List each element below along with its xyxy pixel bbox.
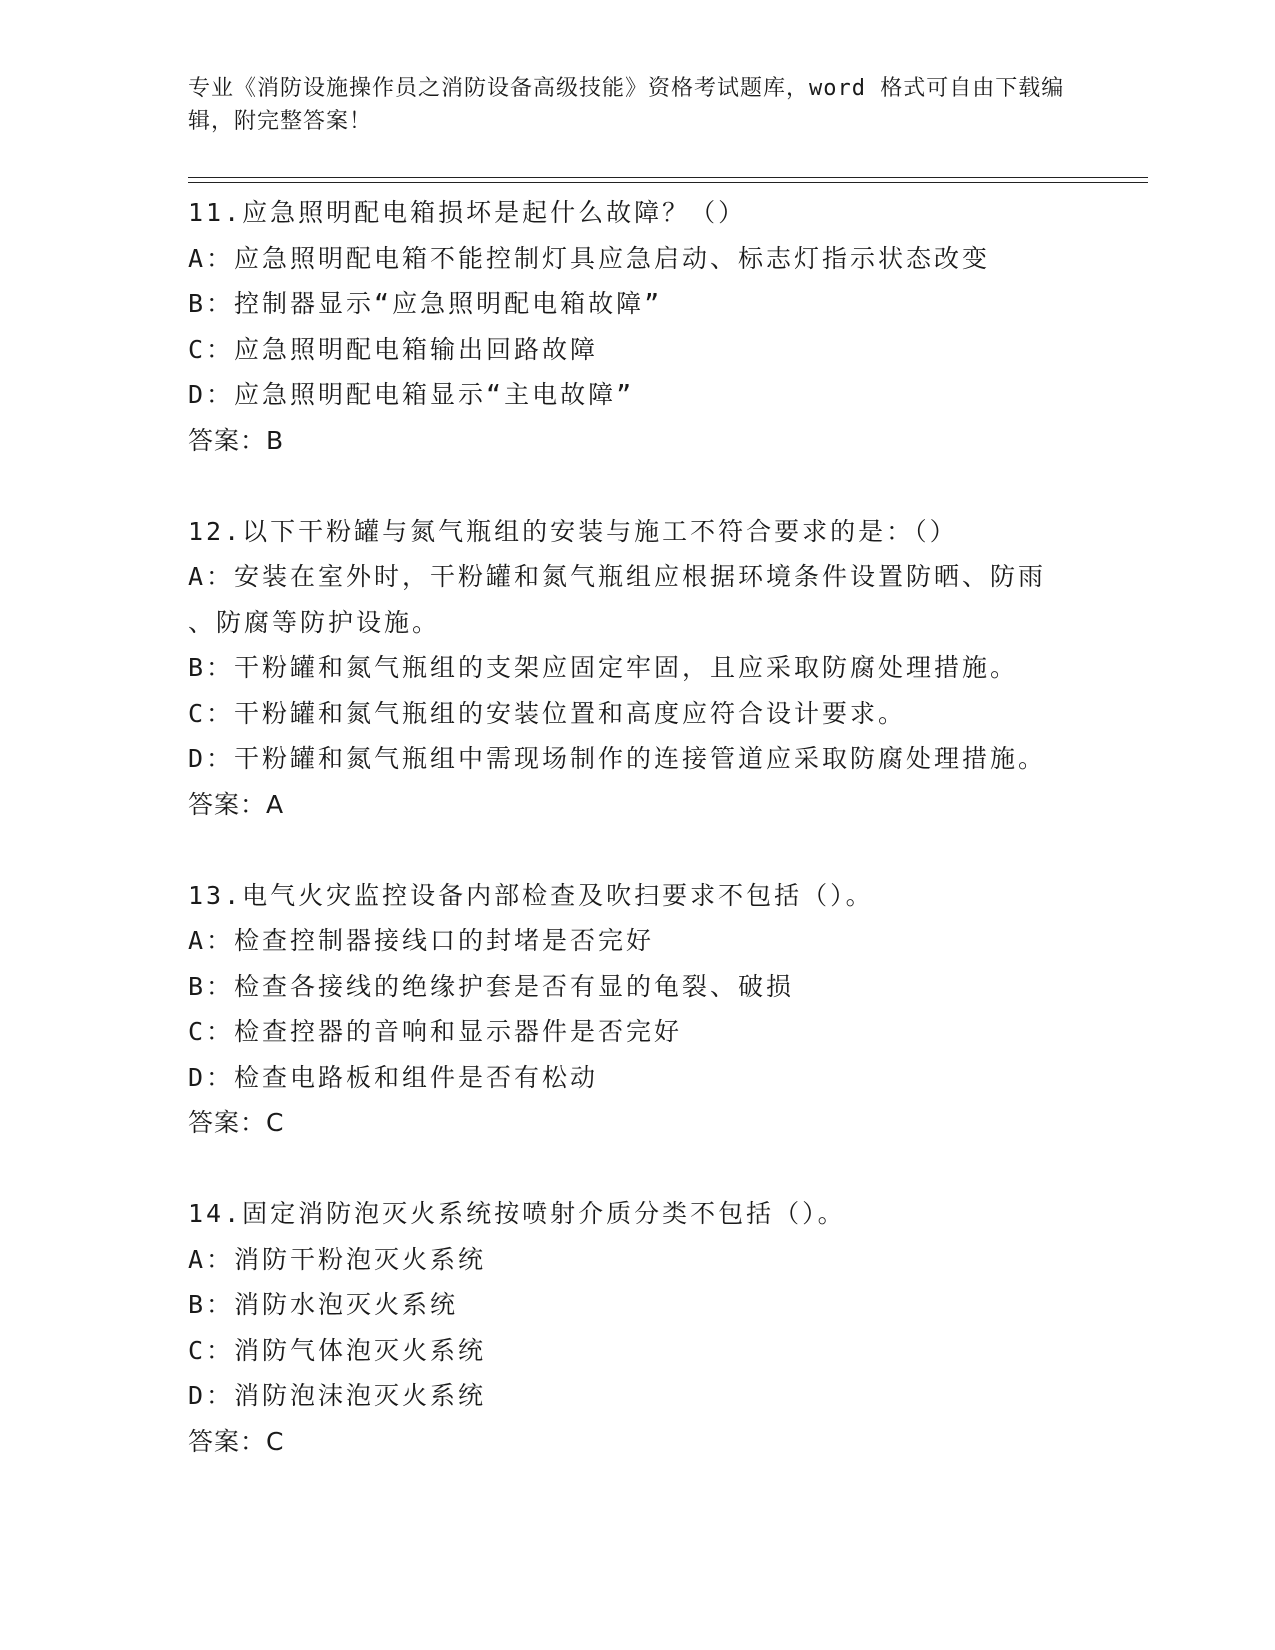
answer-text: 答案：B	[188, 425, 285, 455]
header-divider-top	[188, 177, 1148, 178]
answer-text: 答案：C	[188, 1108, 285, 1137]
option-b: B：消防水泡灭火系统	[188, 1290, 459, 1319]
option-c: C：应急照明配电箱输出回路故障	[188, 334, 599, 364]
option-b: B：检查各接线的绝缘护套是否有显的龟裂、破损	[188, 971, 795, 1001]
option-a: A：安装在室外时，干粉罐和氮气瓶组应根据环境条件设置防晒、防雨	[188, 562, 1047, 591]
option-a: A：检查控制器接线口的封堵是否完好	[188, 926, 655, 955]
question-text: 13.电气火灾监控设备内部检查及吹扫要求不包括（）。	[188, 880, 874, 910]
option-a-continued: 、防腐等防护设施。	[188, 607, 441, 637]
question-text: 11.应急照明配电箱损坏是起什么故障？（）	[188, 198, 747, 227]
option-d: D：应急照明配电箱显示“主电故障”	[188, 380, 635, 409]
option-a: A：消防干粉泡灭火系统	[188, 1244, 487, 1274]
document-header: 专业《消防设施操作员之消防设备高级技能》资格考试题库，word 格式可自由下载编辑，附完整答案！	[188, 76, 1065, 134]
option-b: B：干粉罐和氮气瓶组的支架应固定牢固，且应采取防腐处理措施。	[188, 653, 1019, 682]
option-b: B：控制器显示“应急照明配电箱故障”	[188, 289, 663, 318]
header-divider-bottom	[188, 182, 1148, 183]
question-spacer	[188, 1146, 1088, 1192]
question-text: 14.固定消防泡灭火系统按喷射介质分类不包括（）。	[188, 1199, 846, 1228]
question-text: 12.以下干粉罐与氮气瓶组的安装与施工不符合要求的是：（）	[188, 516, 958, 546]
answer-text: 答案：C	[188, 1426, 285, 1456]
question-list	[188, 190, 1088, 1464]
answer-text: 答案：A	[188, 789, 285, 819]
option-d: D：检查电路板和组件是否有松动	[188, 1062, 599, 1092]
option-a: A：应急照明配电箱不能控制灯具应急启动、标志灯指示状态改变	[188, 243, 991, 273]
question-block	[188, 509, 1088, 828]
question-block	[188, 1191, 1088, 1464]
option-d: D：干粉罐和氮气瓶组中需现场制作的连接管道应采取防腐处理措施。	[188, 744, 1047, 773]
option-d: D：消防泡沫泡灭火系统	[188, 1381, 487, 1410]
question-spacer	[188, 463, 1088, 509]
question-spacer	[188, 827, 1088, 873]
option-c: C：检查控器的音响和显示器件是否完好	[188, 1017, 683, 1046]
option-c: C：干粉罐和氮气瓶组的安装位置和高度应符合设计要求。	[188, 698, 907, 728]
option-c: C：消防气体泡灭火系统	[188, 1335, 487, 1365]
question-block	[188, 873, 1088, 1146]
question-block	[188, 190, 1088, 463]
